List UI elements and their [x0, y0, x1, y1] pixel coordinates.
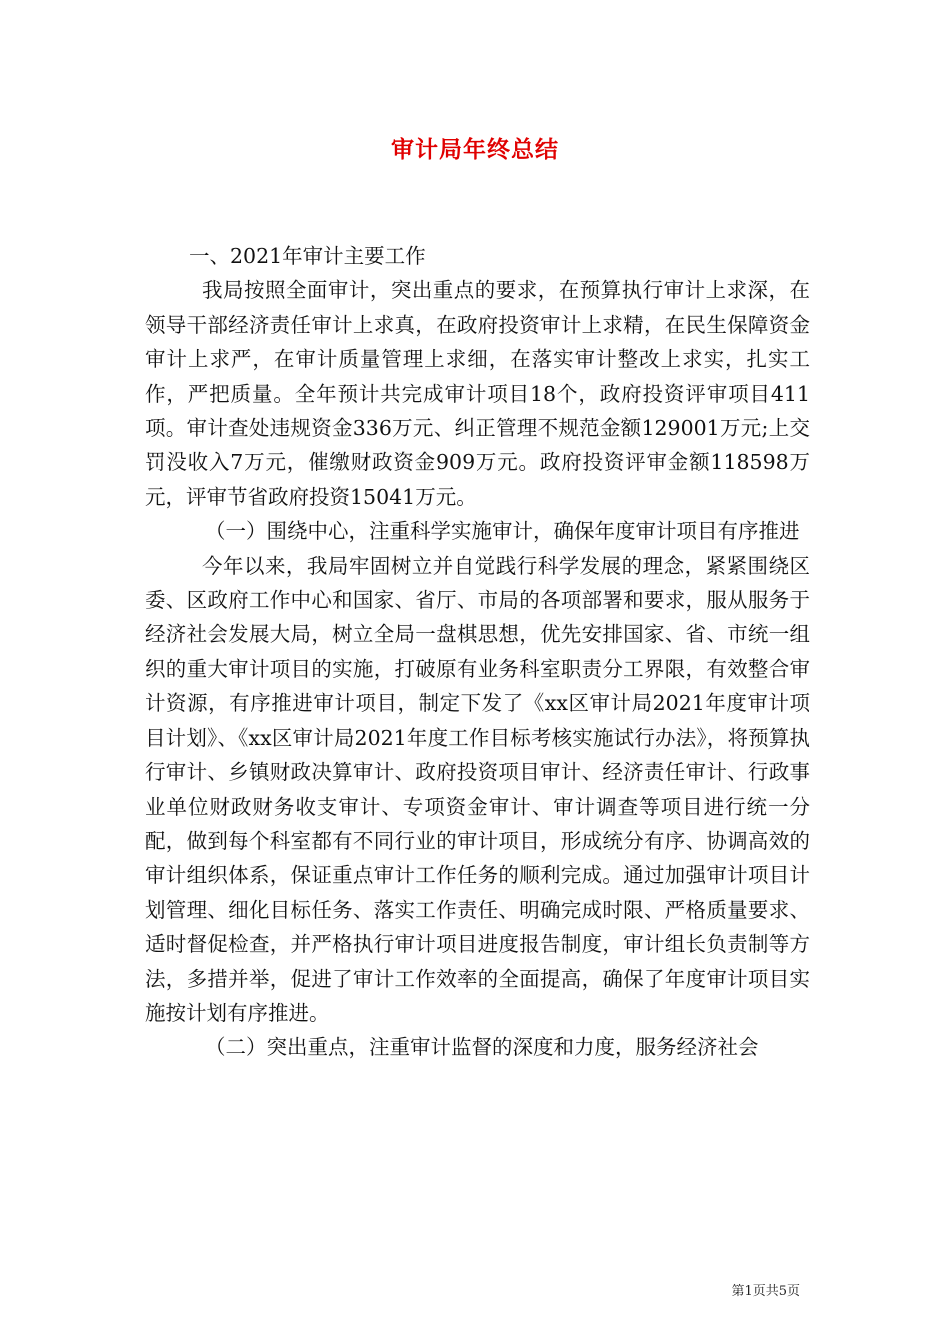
subsection-heading: （二）突出重点，注重审计监督的深度和力度，服务经济社会	[205, 1035, 759, 1060]
section-heading: 一、2021年审计主要工作	[189, 244, 426, 268]
body-paragraph: 我局按照全面审计，突出重点的要求，在预算执行审计上求深，在领导干部经济责任审计上求真，在政府投资审计上求精，在民生保障资金审计上求严，在审计质量管理上求细，在落实审计整改上求实，扎实工作，严把质量。全年预计共完成审计项目18个，政府投资评审项目411项。审计查处违规资金336万元、纠正管理不规范金额129001万元;上交罚没收入7万元，催缴财政资金909万元。政府投资评审金额118598万元，评审节省政府投资15041万元。	[145, 278, 810, 509]
page-number-footer: 第1页共5页	[731, 1284, 800, 1299]
document-body	[145, 239, 810, 1065]
subsection-heading: （一）围绕中心，注重科学实施审计，确保年度审计项目有序推进	[205, 519, 800, 544]
document-title: 审计局年终总结	[391, 137, 559, 163]
body-paragraph: 今年以来，我局牢固树立并自觉践行科学发展的理念，紧紧围绕区委、区政府工作中心和国家、省厅、市局的各项部署和要求，服从服务于经济社会发展大局，树立全局一盘棋思想，优先安排国家、省、市统一组织的重大审计项目的实施，打破原有业务科室职责分工界限，有效整合审计资源，有序推进审计项目，制定下发了《xx区审计局2021年度审计项目计划》、《xx区审计局2021年度工作目标考核实施试行办法》，将预算执行审计、乡镇财政决算审计、政府投资项目审计、经济责任审计、行政事业单位财政财务收支审计、专项资金审计、审计调查等项目进行统一分配，做到每个科室都有不同行业的审计项目，形成统分有序、协调高效的审计组织体系，保证重点审计工作任务的顺利完成。通过加强审计项目计划管理、细化目标任务、落实工作责任、明确完成时限、严格质量要求、适时督促检查，并严格执行审计项目进度报告制度，审计组长负责制等方法，多措并举，促进了审计工作效率的全面提高，确保了年度审计项目实施按计划有序推进。	[145, 553, 810, 1025]
